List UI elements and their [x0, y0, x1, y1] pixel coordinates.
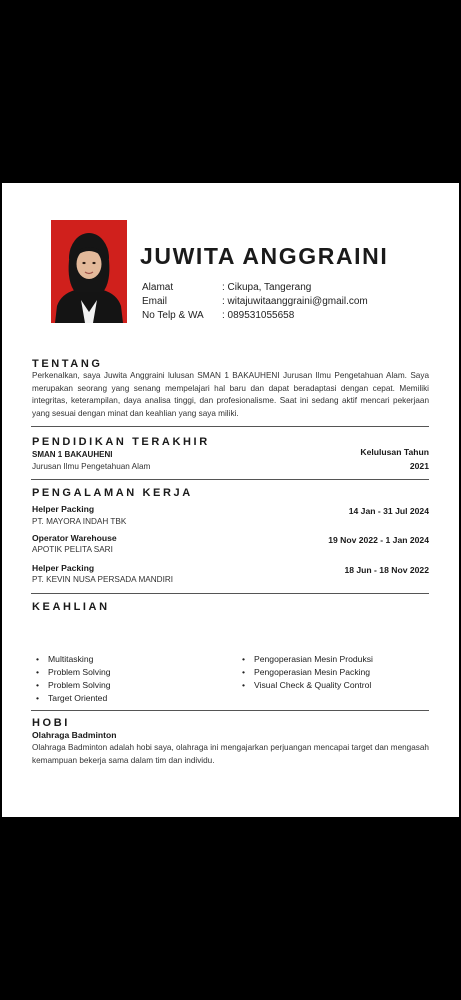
- skills-title: KEAHLIAN: [32, 601, 110, 613]
- skill-item: • Target Oriented: [32, 692, 111, 705]
- skill-item: • Problem Solving: [32, 666, 111, 679]
- contact-value: : 089531055658: [222, 310, 295, 321]
- job-company: PT. KEVIN NUSA PERSADA MANDIRI: [32, 575, 174, 584]
- profile-photo-image: [51, 220, 127, 323]
- job-company: PT. MAYORA INDAH TBK: [32, 517, 127, 526]
- about-text: Perkenalkan, saya Juwita Anggraini lulusan SMAN 1 BAKAUHENI Jurusan Ilmu Pengetahuan Alam. Saya merupakan seorang yang senang mempelajari hal baru dan dapat beradaptasi dengan cepat. Memiliki integritas, keterampilan, daya analisa tinggi, dan profesionalisme. Saat ini sedang aktif mencari pekerjaan yang sesuai dengan minat dan keahlian yang saya miliki.: [32, 371, 429, 418]
- job-role: Helper Packing: [32, 504, 95, 514]
- section-divider: [31, 426, 429, 427]
- job-period: 18 Jun - 18 Nov 2022: [344, 565, 429, 575]
- skills-list-right: [238, 653, 373, 692]
- job-period: 14 Jan - 31 Jul 2024: [348, 506, 429, 516]
- resume-page: [2, 183, 459, 817]
- skills-list-left: [32, 653, 111, 705]
- contact-value: : witajuwitaanggraini@gmail.com: [222, 296, 368, 307]
- section-divider: [31, 710, 429, 711]
- hobby-text: Olahraga Badminton adalah hobi saya, olahraga ini mengajarkan perjuangan mencapai target dan mengasah kemampuan bekerja sama dalam tim dan individu.: [32, 743, 429, 765]
- education-major: Jurusan Ilmu Pengetahuan Alam: [32, 462, 151, 471]
- contact-label: No Telp & WA: [142, 310, 204, 321]
- education-year: 2021: [409, 461, 429, 471]
- education-title: PENDIDIKAN TERAKHIR: [32, 436, 210, 448]
- skill-item: • Problem Solving: [32, 679, 111, 692]
- job-company: APOTIK PELITA SARI: [32, 545, 113, 554]
- contact-value: : Cikupa, Tangerang: [222, 282, 312, 293]
- job-role: Helper Packing: [32, 563, 95, 573]
- profile-photo: [51, 220, 127, 323]
- hobby-name: Olahraga Badminton: [32, 730, 117, 740]
- section-divider: [31, 479, 429, 480]
- contact-label: Alamat: [142, 282, 174, 293]
- hobby-title: HOBI: [32, 717, 70, 729]
- about-title: TENTANG: [32, 358, 103, 370]
- skill-item: • Pengoperasian Mesin Produksi: [238, 653, 373, 666]
- education-year-label: Kelulusan Tahun: [360, 447, 429, 457]
- skill-item: • Visual Check & Quality Control: [238, 679, 373, 692]
- job-role: Operator Warehouse: [32, 533, 117, 543]
- education-school: SMAN 1 BAKAUHENI: [32, 450, 113, 459]
- skill-item: • Pengoperasian Mesin Packing: [238, 666, 373, 679]
- skill-item: • Multitasking: [32, 653, 111, 666]
- job-period: 19 Nov 2022 - 1 Jan 2024: [328, 535, 429, 545]
- experience-title: PENGALAMAN KERJA: [32, 487, 193, 499]
- section-divider: [31, 593, 429, 594]
- contact-label: Email: [142, 296, 168, 307]
- full-name: JUWITA ANGGRAINI: [140, 243, 389, 269]
